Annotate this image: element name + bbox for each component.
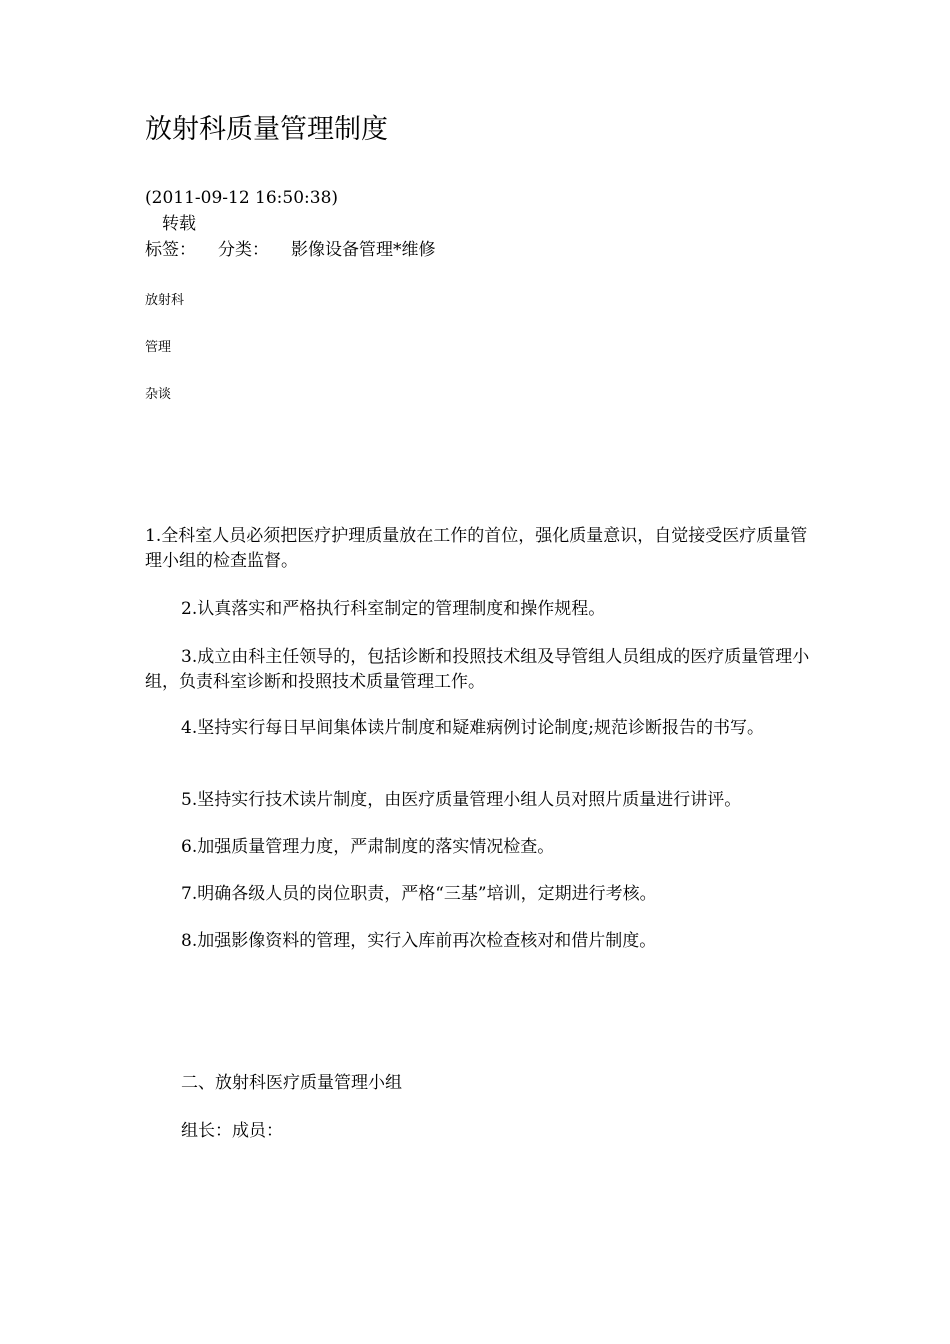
category-label: 分类： bbox=[218, 240, 269, 260]
tag-item: 管理 bbox=[145, 340, 172, 355]
rule-paragraph: 3.成立由科主任领导的，包括诊断和投照技术组及导管组人员组成的医疗质量管理小组，负责科室诊断和投照技术质量管理工作。 bbox=[145, 647, 810, 692]
rule-paragraph: 5.坚持实行技术读片制度，由医疗质量管理小组人员对照片质量进行讲评。 bbox=[181, 790, 742, 810]
tag-item: 放射科 bbox=[145, 293, 185, 308]
rule-paragraph: 1.全科室人员必须把医疗护理质量放在工作的首位，强化质量意识，自觉接受医疗质量管理小组的检查监督。 bbox=[145, 526, 808, 571]
category-value: 影像设备管理*维修 bbox=[291, 240, 436, 260]
tags-label: 标签： bbox=[145, 240, 196, 260]
rule-paragraph: 2.认真落实和严格执行科室制定的管理制度和操作规程。 bbox=[181, 599, 606, 619]
post-date: (2011-09-12 16:50:38) bbox=[145, 188, 339, 208]
tag-category-line bbox=[145, 238, 436, 262]
rule-paragraph: 6.加强质量管理力度，严肃制度的落实情况检查。 bbox=[181, 837, 555, 857]
article-title: 放射科质量管理制度 bbox=[145, 114, 388, 145]
section-heading: 二、放射科医疗质量管理小组 bbox=[181, 1073, 402, 1093]
repost-label: 转载 bbox=[162, 214, 196, 234]
section-members-line: 组长：成员： bbox=[181, 1121, 283, 1141]
rule-paragraph: 8.加强影像资料的管理，实行入库前再次检查核对和借片制度。 bbox=[181, 931, 657, 951]
rule-paragraph: 4.坚持实行每日早间集体读片制度和疑难病例讨论制度;规范诊断报告的书写。 bbox=[181, 718, 764, 738]
rule-paragraph: 7.明确各级人员的岗位职责，严格“三基”培训，定期进行考核。 bbox=[181, 884, 657, 904]
tag-item: 杂谈 bbox=[145, 387, 172, 402]
